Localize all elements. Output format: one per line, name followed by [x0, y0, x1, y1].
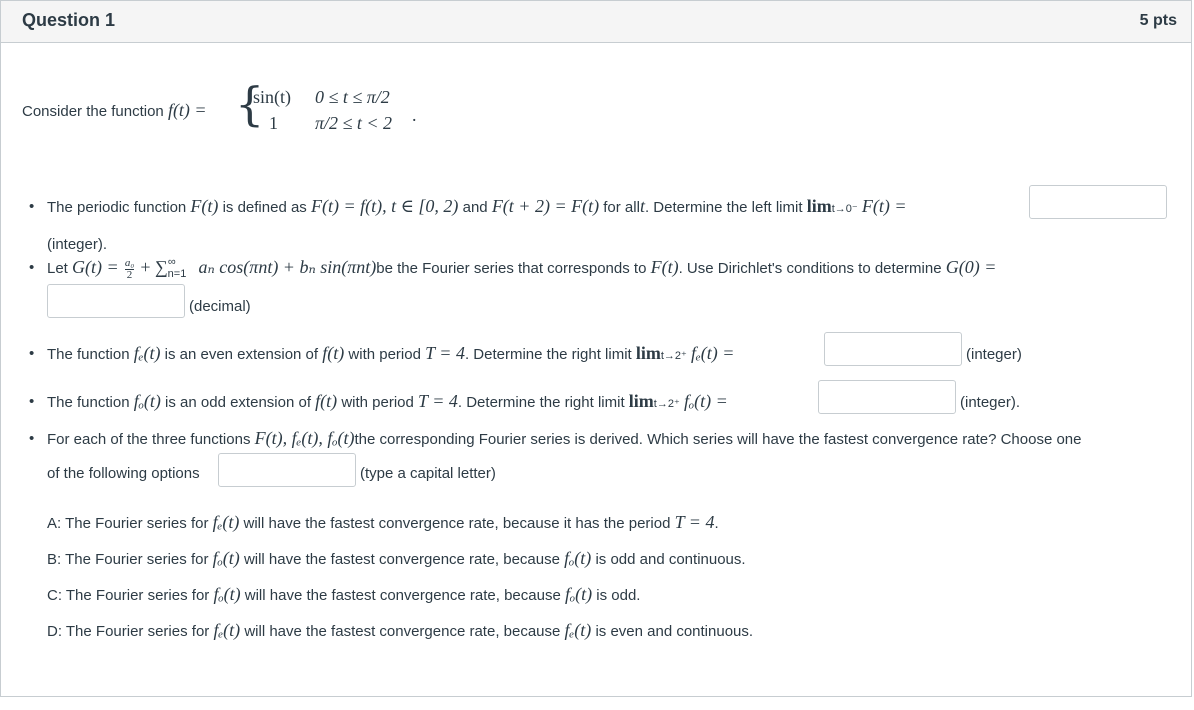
- option-text: D: The Fourier series for: [47, 623, 210, 640]
- item2-text: . Use Dirichlet's conditions to determine: [678, 260, 942, 277]
- option-text: will have the fastest convergence rate, because: [244, 623, 561, 640]
- item3-text: . Determine the right limit: [464, 346, 632, 363]
- item1-hint: (integer).: [47, 236, 108, 253]
- option-math: fₒ(t): [212, 548, 240, 568]
- question-points: 5 pts: [1139, 12, 1177, 29]
- answer-input-4[interactable]: [818, 380, 956, 414]
- item4-math: fₒ(t) =: [683, 391, 728, 411]
- item1-math: F(t + 2) = F(t): [491, 196, 600, 216]
- item1-text: . Determine the left limit: [644, 199, 803, 216]
- option-text: is even and continuous.: [595, 623, 754, 640]
- item2-math: F(t): [650, 257, 679, 277]
- limit-symbol: lim: [635, 343, 661, 363]
- item4-text: . Determine the right limit: [457, 394, 625, 411]
- item5-hint: (type a capital letter): [360, 465, 496, 482]
- option-text: C: The Fourier series for: [47, 587, 210, 604]
- option-math: fₑ(t): [213, 620, 241, 640]
- intro-line: [22, 100, 207, 121]
- item2-math: G(t) =: [72, 257, 119, 277]
- item3-math: T = 4: [425, 343, 465, 363]
- option-math: fₑ(t): [212, 512, 240, 532]
- item3-text: is an even extension of: [164, 346, 319, 363]
- option-text: will have the fastest convergence rate, because: [243, 551, 560, 568]
- intro-end: .: [412, 105, 417, 125]
- item5-text: For each of the three functions: [47, 431, 251, 448]
- option-math: fₒ(t): [213, 584, 241, 604]
- bullet: •: [29, 393, 35, 410]
- item4-hint: (integer).: [960, 394, 1021, 411]
- option-text: will have the fastest convergence rate, because it has the period: [243, 515, 671, 532]
- piecewise-brace: {: [235, 77, 265, 131]
- item4-text: with period: [341, 394, 414, 411]
- limit-subscript: t→0⁻: [831, 203, 858, 215]
- item3-math: fₑ(t) =: [691, 343, 735, 363]
- option-c: [47, 584, 640, 605]
- item4-line: [47, 391, 728, 412]
- option-a: [47, 512, 719, 533]
- item3-line: [47, 343, 734, 364]
- item3-text: with period: [348, 346, 421, 363]
- answer-input-5[interactable]: [218, 453, 356, 487]
- limit-symbol: lim: [628, 391, 654, 411]
- item5-line: [47, 428, 1082, 449]
- answer-input-2[interactable]: [47, 284, 185, 318]
- intro-func: f(t) =: [167, 100, 207, 120]
- option-text: is odd.: [596, 587, 641, 604]
- item5-line2: of the following options: [47, 465, 200, 482]
- item1-math: F(t) = f(t), t ∈ [0, 2): [310, 196, 459, 216]
- question-title: Question 1: [22, 10, 116, 30]
- item2-line: [47, 257, 996, 281]
- option-text: B: The Fourier series for: [47, 551, 209, 568]
- option-math: fₒ(t): [564, 584, 593, 604]
- item1-math: t: [639, 196, 645, 216]
- item2-math: aₙ cos(πnt) + bₙ sin(πnt): [198, 257, 377, 277]
- item1-math: F(t): [190, 196, 219, 216]
- option-text: is odd and continuous.: [595, 551, 746, 568]
- item1-text: and: [462, 199, 488, 216]
- item2-hint: (decimal): [189, 298, 251, 315]
- item1-text: is defined as: [222, 199, 307, 216]
- case1-expr: sin(t): [253, 87, 291, 107]
- option-text: will have the fastest convergence rate, because: [244, 587, 561, 604]
- option-text: .: [714, 515, 719, 532]
- bullet: •: [29, 345, 35, 362]
- limit-symbol: lim: [806, 196, 832, 216]
- item1-text: The periodic function: [47, 199, 187, 216]
- item2-text: Let: [47, 260, 68, 277]
- item3-math: fₑ(t): [133, 343, 161, 363]
- option-b: [47, 548, 746, 569]
- item4-text: is an odd extension of: [165, 394, 311, 411]
- item4-math: fₒ(t): [133, 391, 161, 411]
- item2-math: G(0) =: [945, 257, 997, 277]
- intro-text: Consider the function: [22, 103, 164, 120]
- case1-cond: 0 ≤ t ≤ π/2: [315, 87, 390, 107]
- item1-line: [47, 196, 906, 217]
- item4-text: The function: [47, 394, 130, 411]
- limit-subscript: t→2⁺: [660, 350, 687, 362]
- item1-math: F(t) =: [861, 196, 907, 216]
- option-math: fₑ(t): [564, 620, 592, 640]
- sum-symbol: + ∑: [140, 257, 168, 277]
- option-math: T = 4: [674, 512, 715, 532]
- sum-sup: ∞: [167, 256, 176, 268]
- answer-input-3[interactable]: [824, 332, 962, 366]
- bullet: •: [29, 259, 35, 276]
- bullet: •: [29, 198, 35, 215]
- item5-text: the corresponding Fourier series is derived. Which series will have the fastest convergence rate? Choose one: [354, 431, 1082, 448]
- item4-math: f(t): [315, 391, 338, 411]
- option-text: A: The Fourier series for: [47, 515, 209, 532]
- limit-subscript: t→2⁺: [653, 398, 680, 410]
- bullet: •: [29, 430, 35, 447]
- sum-sub: n=1: [167, 268, 187, 280]
- item1-text: for all: [603, 199, 640, 216]
- item3-text: The function: [47, 346, 130, 363]
- item4-math: T = 4: [418, 391, 458, 411]
- item3-math: f(t): [322, 343, 345, 363]
- fraction: $\frac{\text{a₀}}{2}$: [124, 256, 135, 281]
- answer-input-1[interactable]: [1029, 185, 1167, 219]
- option-math: fₒ(t): [564, 548, 592, 568]
- option-d: [47, 620, 753, 641]
- item3-hint: (integer): [966, 346, 1022, 363]
- case2-expr: 1: [269, 113, 278, 133]
- case2-cond: π/2 ≤ t < 2: [315, 113, 393, 133]
- question-header: [1, 1, 1191, 43]
- item5-math: F(t), fₑ(t), fₒ(t): [254, 428, 355, 448]
- item2-text: be the Fourier series that corresponds to: [376, 260, 647, 277]
